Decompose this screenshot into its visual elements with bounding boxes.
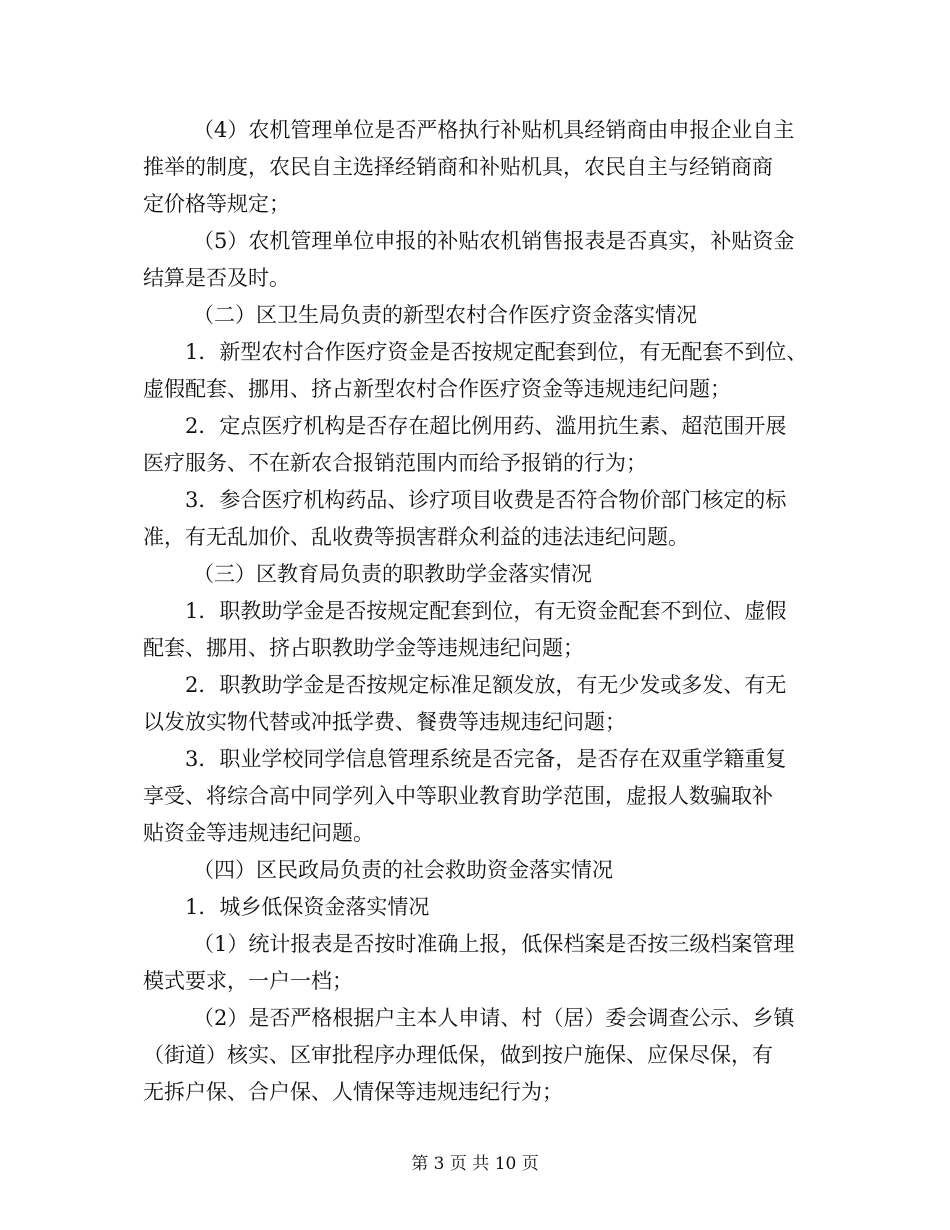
text-line: 享受、将综合高中同学列入中等职业教育助学范围，虚报人数骗取补 [143, 784, 773, 808]
text-line: 配套、挪用、挤占职教助学金等违规违纪问题； [143, 636, 584, 660]
paragraph-education-1 [143, 593, 813, 667]
text-line: 定价格等规定； [143, 192, 290, 216]
heading-text: （四）区民政局负责的社会救助资金落实情况 [193, 858, 613, 882]
text-line: 2．定点医疗机构是否存在超比例用药、滥用抗生素、超范围开展 [185, 414, 787, 438]
heading-text: （二）区卫生局负责的新型农村合作医疗资金落实情况 [193, 303, 697, 327]
paragraph-dibao-1 [143, 926, 813, 1000]
subheading-urban-rural-dibao [143, 889, 813, 926]
text-line: 2．职教助学金是否按规定标准足额发放，有无少发或多发、有无 [185, 673, 787, 697]
paragraph-dibao-2 [143, 1000, 813, 1111]
paragraph-health-2 [143, 408, 813, 482]
paragraph-4-subsidy-dealer [143, 112, 813, 223]
section-heading-health-bureau [143, 297, 813, 334]
text-line: 贴资金等违规违纪问题。 [143, 821, 374, 845]
paragraph-education-3 [143, 741, 813, 852]
text-line: 无拆户保、合户保、人情保等违规违纪行为； [143, 1080, 563, 1104]
text-line: 3．参合医疗机构药品、诊疗项目收费是否符合物价部门核定的标 [185, 488, 787, 512]
paragraph-5-sales-report [143, 223, 813, 297]
section-heading-civil-affairs-bureau [143, 852, 813, 889]
paragraph-health-3 [143, 482, 813, 556]
heading-text: （三）区教育局负责的职教助学金落实情况 [193, 562, 592, 586]
text-line: 准，有无乱加价、乱收费等损害群众利益的违法违纪问题。 [143, 525, 689, 549]
text-line: （2）是否严格根据户主本人申请、村（居）委会调查公示、乡镇 [193, 1006, 795, 1030]
subheading-text: 1．城乡低保资金落实情况 [185, 895, 430, 919]
text-line: （4）农机管理单位是否严格执行补贴机具经销商由申报企业自主 [193, 118, 795, 142]
text-line: 模式要求，一户一档； [143, 969, 353, 993]
text-line: 1．职教助学金是否按规定配套到位，有无资金配套不到位、虚假 [185, 599, 787, 623]
text-line: （5）农机管理单位申报的补贴农机销售报表是否真实，补贴资金 [193, 229, 795, 253]
text-line: 以发放实物代替或冲抵学费、餐费等违规违纪问题； [143, 710, 626, 734]
paragraph-health-1 [143, 334, 813, 408]
text-line: 1．新型农村合作医疗资金是否按规定配套到位，有无配套不到位、 [185, 340, 808, 364]
page-number-footer: 第 3 页 共 10 页 [411, 1154, 539, 1174]
text-line: 推举的制度，农民自主选择经销商和补贴机具，农民自主与经销商商 [143, 155, 773, 179]
text-line: （1）统计报表是否按时准确上报，低保档案是否按三级档案管理 [193, 932, 795, 956]
text-line: 结算是否及时。 [143, 266, 290, 290]
text-line: （街道）核实、区审批程序办理低保，做到按户施保、应保尽保，有 [143, 1043, 773, 1067]
paragraph-education-2 [143, 667, 813, 741]
text-line: 虚假配套、挪用、挤占新型农村合作医疗资金等违规违纪问题； [143, 377, 731, 401]
text-line: 3．职业学校同学信息管理系统是否完备，是否存在双重学籍重复 [185, 747, 787, 771]
section-heading-education-bureau [143, 556, 813, 593]
text-line: 医疗服务、不在新农合报销范围内而给予报销的行为； [143, 451, 647, 475]
